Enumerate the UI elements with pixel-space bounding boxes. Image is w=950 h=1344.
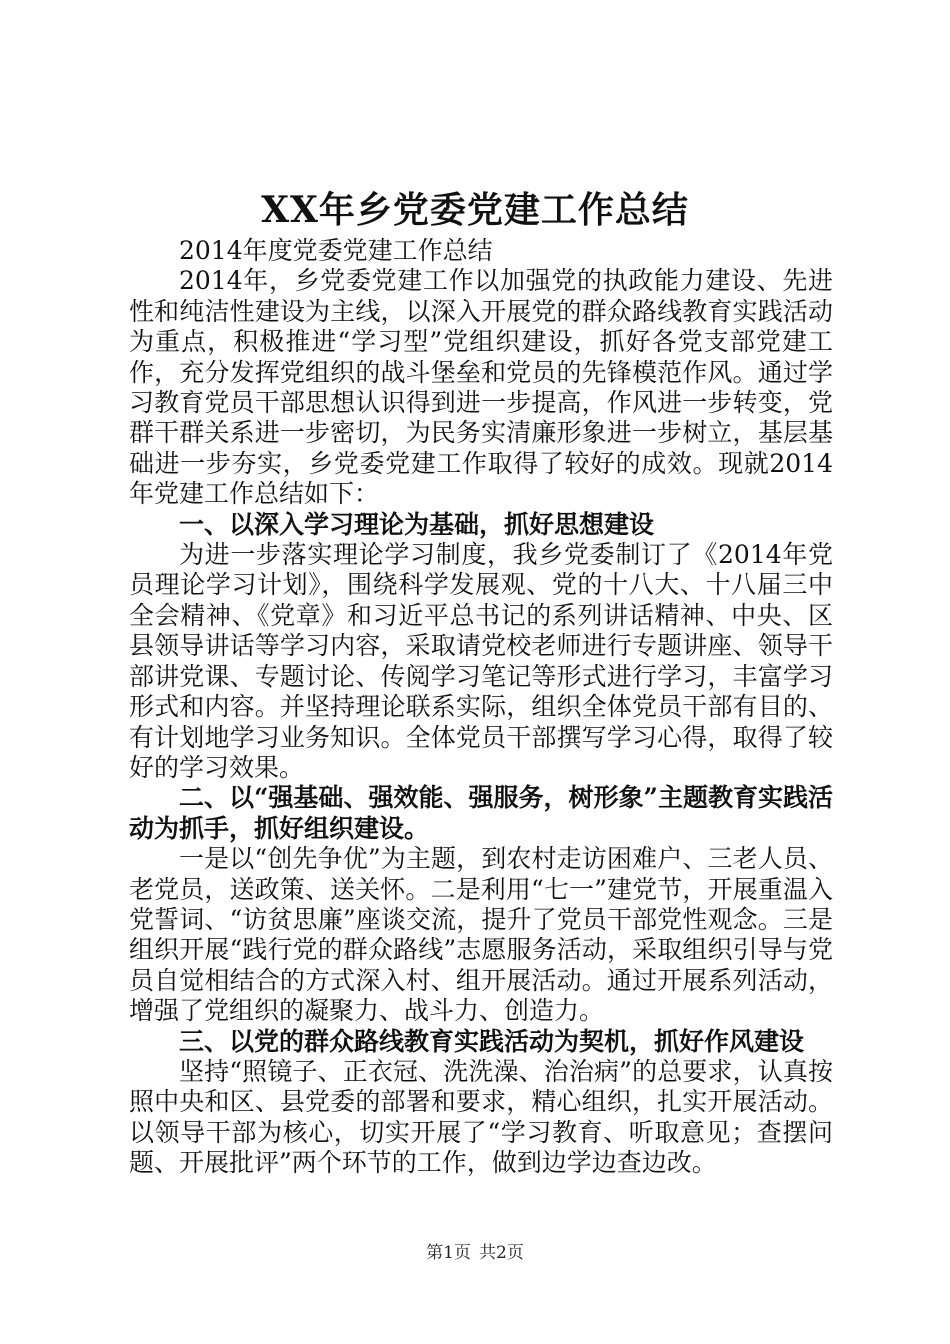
section-heading-1: 一、以深入学习理论为基础，抓好思想建设 [179,509,655,539]
document-subtitle: 2014年度党委党建工作总结 [179,236,493,265]
page-number: 第1页 [426,1243,471,1263]
page-total: 共2页 [479,1243,524,1263]
intro-paragraph: 2014年，乡党委党建工作以加强党的执政能力建设、先进性和纯洁性建设为主线，以深入开展党的群众路线教育实践活动为重点，积极推进“学习型”党组织建设，抓好各党支部党建工作，充分发挥党组织的战斗堡垒和党员的先锋模范作风。通过学习教育党员干部思想认识得到进一步提高，作风进一步转变，党群干群关系进一步密切，为民务实清廉形象进一步树立，基层基础进一步夯实，乡党委党建工作取得了较好的成效。现就2014年党建工作总结如下： [129,266,833,509]
document-title: XX年乡党委党建工作总结 [261,189,689,231]
section-heading-3: 三、以党的群众路线教育实践活动为契机，抓好作风建设 [179,1026,805,1056]
section-paragraph-1: 为进一步落实理论学习制度，我乡党委制订了《2014年党员理论学习计划》，围绕科学发展观、党的十八大、十八届三中全会精神、《党章》和习近平总书记的系列讲话精神、中央、区县领导讲话等学习内容，采取请党校老师进行专题讲座、领导干部讲党课、专题讨论、传阅学习笔记等形式进行学习，丰富学习形式和内容。并坚持理论联系实际，组织全体党员干部有目的、有计划地学习业务知识。全体党员干部撰写学习心得，取得了较好的学习效果。 [129,540,833,782]
document-body [129,236,833,1179]
section-paragraph-3: 坚持“照镜子、正衣冠、洗洗澡、治治病”的总要求，认真按照中央和区、县党委的部署和要求，精心组织，扎实开展活动。以领导干部为核心，切实开展了“学习教育、听取意见；查摆问题、开展批评”两个环节的工作，做到边学边查边改。 [129,1056,833,1178]
section-heading-2: 二、以“强基础、强效能、强服务，树形象”主题教育实践活动为抓手，抓好组织建设。 [129,783,833,843]
section-paragraph-2: 一是以“创先争优”为主题，到农村走访困难户、三老人员、老党员，送政策、送关怀。二是利用“七一”建党节，开展重温入党誓词、“访贫思廉”座谈交流，提升了党员干部党性观念。三是组织开展“践行党的群众路线”志愿服务活动，采取组织引导与党员自觉相结合的方式深入村、组开展活动。通过开展系列活动，增强了党组织的凝聚力、战斗力、创造力。 [129,844,833,1026]
page-footer [0,1241,950,1265]
